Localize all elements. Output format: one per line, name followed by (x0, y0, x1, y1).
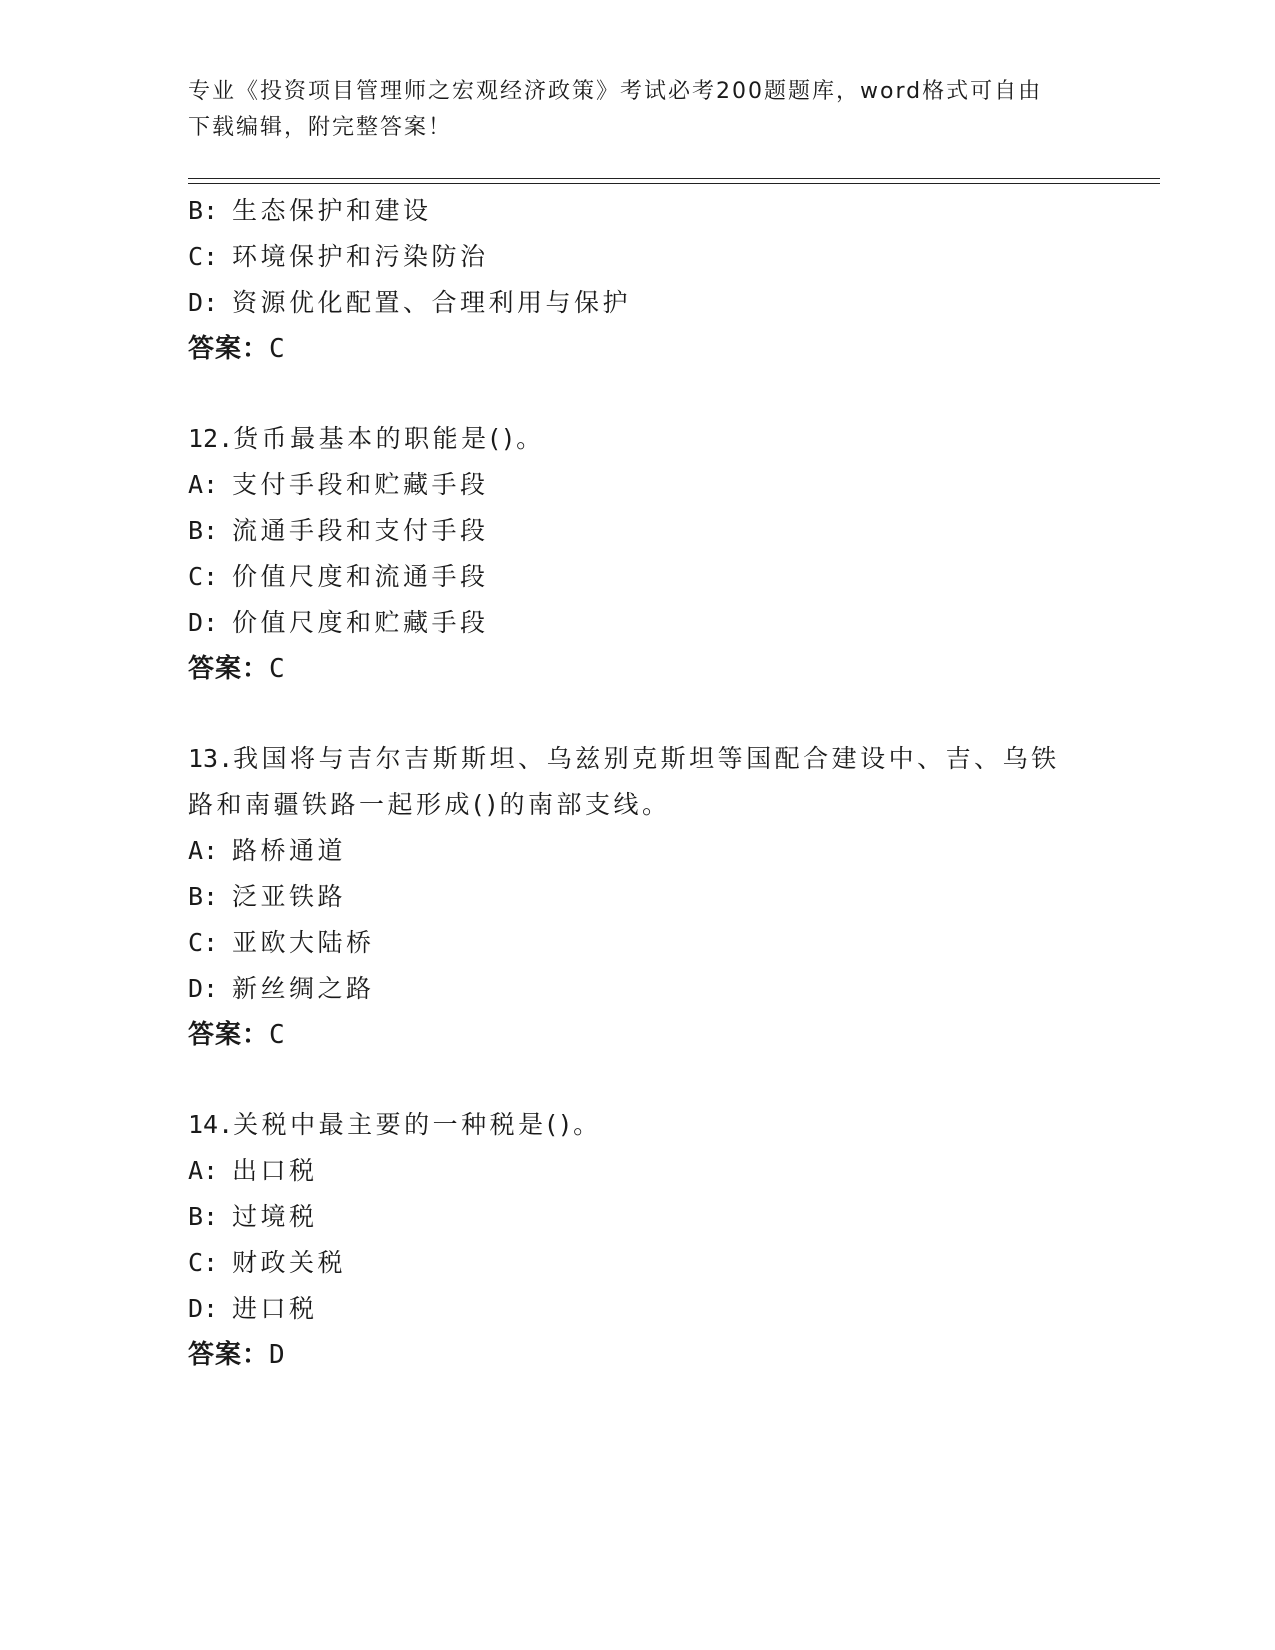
option-b (188, 188, 1108, 234)
option-a (188, 1148, 1108, 1194)
option-text: 亚欧大陆桥 (232, 928, 375, 957)
option-label: D: (188, 608, 219, 637)
option-text: 环境保护和污染防治 (232, 242, 489, 271)
option-text: 路桥通道 (232, 836, 347, 865)
answer-value: D (269, 1340, 286, 1370)
option-text: 财政关税 (232, 1248, 347, 1277)
header-line-2: 下载编辑，附完整答案！ (188, 115, 453, 140)
option-c (188, 234, 1108, 280)
option-label: D: (188, 974, 219, 1003)
option-a (188, 462, 1108, 508)
answer-value: C (269, 654, 286, 684)
question-14 (188, 1102, 1108, 1378)
option-label: D: (188, 288, 219, 317)
option-text: 过境税 (232, 1202, 318, 1231)
header-divider-top (188, 178, 1160, 179)
question-stem-text: 关税中最主要的一种税是()。 (233, 1110, 602, 1139)
option-text: 生态保护和建设 (232, 196, 432, 225)
option-text: 泛亚铁路 (232, 882, 347, 911)
option-a (188, 828, 1108, 874)
answer-line (188, 1332, 1108, 1378)
option-text: 资源优化配置、合理利用与保护 (232, 288, 632, 317)
question-fragment (188, 188, 1108, 372)
header-line-1: 专业《投资项目管理师之宏观经济政策》考试必考200题题库，word格式可自由 (188, 79, 1043, 104)
option-b (188, 1194, 1108, 1240)
option-text: 价值尺度和流通手段 (232, 562, 489, 591)
question-13 (188, 736, 1108, 1058)
option-label: A: (188, 1156, 219, 1185)
question-list (188, 188, 1108, 1378)
option-text: 出口税 (232, 1156, 318, 1185)
option-label: C: (188, 562, 219, 591)
option-label: C: (188, 242, 219, 271)
answer-line (188, 646, 1108, 692)
question-stem-text: 我国将与吉尔吉斯斯坦、乌兹别克斯坦等国配合建设中、吉、乌铁 (233, 744, 1060, 773)
answer-value: C (269, 334, 286, 364)
option-label: B: (188, 516, 219, 545)
option-label: A: (188, 836, 219, 865)
option-text: 支付手段和贮藏手段 (232, 470, 489, 499)
option-d (188, 1286, 1108, 1332)
option-b (188, 874, 1108, 920)
answer-label: 答案： (188, 334, 270, 364)
option-b (188, 508, 1108, 554)
option-label: C: (188, 928, 219, 957)
option-label: B: (188, 196, 219, 225)
option-d (188, 280, 1108, 326)
question-12 (188, 416, 1108, 692)
document-header (188, 74, 1068, 146)
option-label: B: (188, 882, 219, 911)
option-text: 流通手段和支付手段 (232, 516, 489, 545)
option-text: 价值尺度和贮藏手段 (232, 608, 489, 637)
question-number: 14. (188, 1110, 234, 1139)
question-number: 12. (188, 424, 234, 453)
question-stem (188, 736, 1108, 782)
answer-label: 答案： (188, 1020, 270, 1050)
option-d (188, 600, 1108, 646)
question-stem (188, 1102, 1108, 1148)
answer-label: 答案： (188, 1340, 270, 1370)
option-label: B: (188, 1202, 219, 1231)
answer-line (188, 326, 1108, 372)
option-c (188, 554, 1108, 600)
option-label: D: (188, 1294, 219, 1323)
option-c (188, 920, 1108, 966)
question-stem (188, 416, 1108, 462)
option-text: 进口税 (232, 1294, 318, 1323)
header-divider-bottom (188, 183, 1160, 184)
option-label: A: (188, 470, 219, 499)
question-number: 13. (188, 744, 234, 773)
option-d (188, 966, 1108, 1012)
option-label: C: (188, 1248, 219, 1277)
answer-label: 答案： (188, 654, 270, 684)
question-stem-text: 货币最基本的职能是()。 (233, 424, 545, 453)
option-c (188, 1240, 1108, 1286)
answer-line (188, 1012, 1108, 1058)
answer-value: C (269, 1020, 286, 1050)
option-text: 新丝绸之路 (232, 974, 375, 1003)
question-stem-continued: 路和南疆铁路一起形成()的南部支线。 (188, 790, 671, 819)
